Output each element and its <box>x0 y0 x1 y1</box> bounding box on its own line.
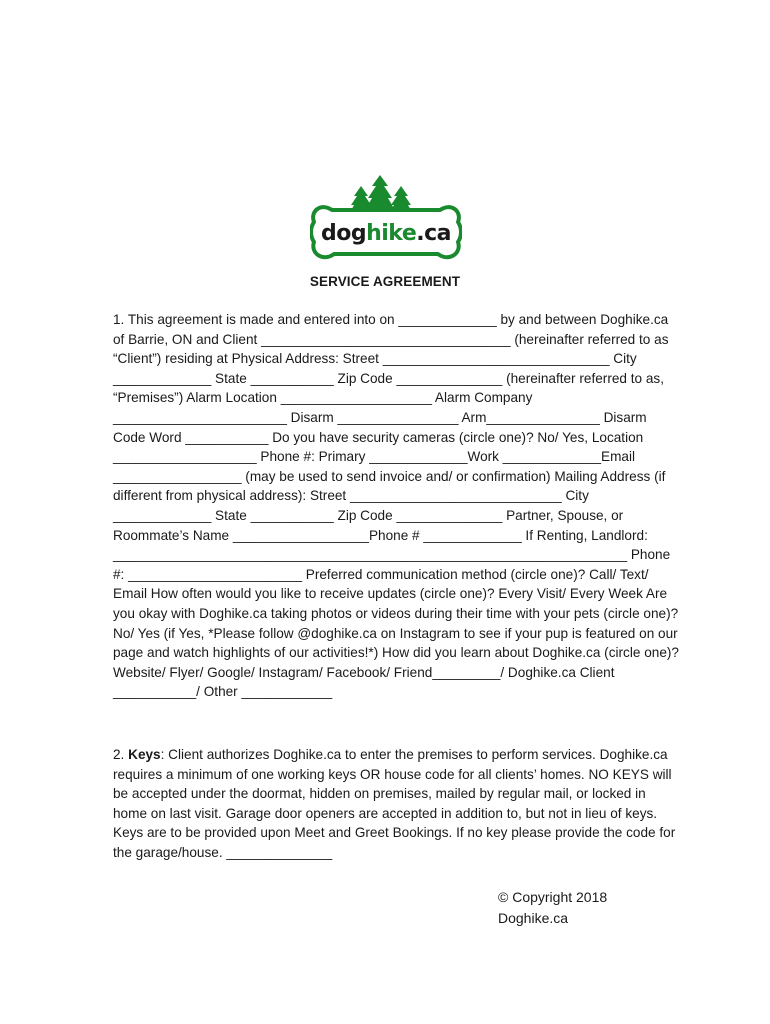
logo-text-ca: .ca <box>416 221 452 246</box>
doghike-logo <box>310 172 462 268</box>
document-title: SERVICE AGREEMENT <box>309 274 461 289</box>
section-2-text: : Client authorizes Doghike.ca to enter the premises to perform services. Doghike.ca requires a minimum of one working keys OR house code for all clients’ homes. NO KEYS will be accepted under the doormat, hidden on premises, mailed by regular mail, or locked in home on last visit. Garage door openers are accepted in addition to, but not in lieu of keys. Keys are to be provided upon Meet and Greet Bookings. If no key please provide the code for the garage/house. ______________ <box>113 747 680 860</box>
section-2-paragraph <box>113 745 679 863</box>
section-1-paragraph: 1. This agreement is made and entered into on _____________ by and between Doghike.ca of Barrie, ON and Client _________________________________ (hereinafter referred to as “Client”) residing at Physical Address: Street ______________________________ City _____________ State ___________ Zip Code ______________ (hereinafter referred to as, “Premises”) Alarm Location ____________________ Alarm Company _______________________ Disarm ________________ Arm_______________ Disarm Code Word ___________ Do you have security cameras (circle one)? No/ Yes, Location ___________________ Phone #: Primary _____________Work _____________Email _________________ (may be used to send invoice and/ or confirmation) Mailing Address (if different from physical address): Street ____________________________ City _____________ State ___________ Zip Code ______________ Partner, Spouse, or Roommate’s Name __________________Phone # _____________ If Renting, Landlord: ____________________________________________________________________ Phone #: _______________________ Preferred communication method (circle one)? Call/ Text/ Email How often would you like to receive updates (circle one)? Every Visit/ Every Week Are you okay with Doghike.ca taking photos or videos during their time with your pets (circle one)? No/ Yes (if Yes, *Please follow @doghike.ca on Instagram to see if your pup is featured on our page and watch highlights of our activities!*) How did you learn about Doghike.ca (circle one)? Website/ Flyer/ Google/ Instagram/ Facebook/ Friend_________/ Doghike.ca Client ___________/ Other ____________ <box>113 312 683 700</box>
logo-text-hike: hike <box>366 221 417 246</box>
copyright-block <box>498 887 607 928</box>
section-2-heading: Keys <box>128 747 161 762</box>
logo-text-dog: dog <box>320 221 367 246</box>
section-2-number: 2. <box>113 747 129 762</box>
copyright-owner: Doghike.ca <box>498 909 569 926</box>
svg-text:doghike.ca <box>321 221 451 246</box>
copyright-line: © Copyright 2018 <box>498 889 608 905</box>
